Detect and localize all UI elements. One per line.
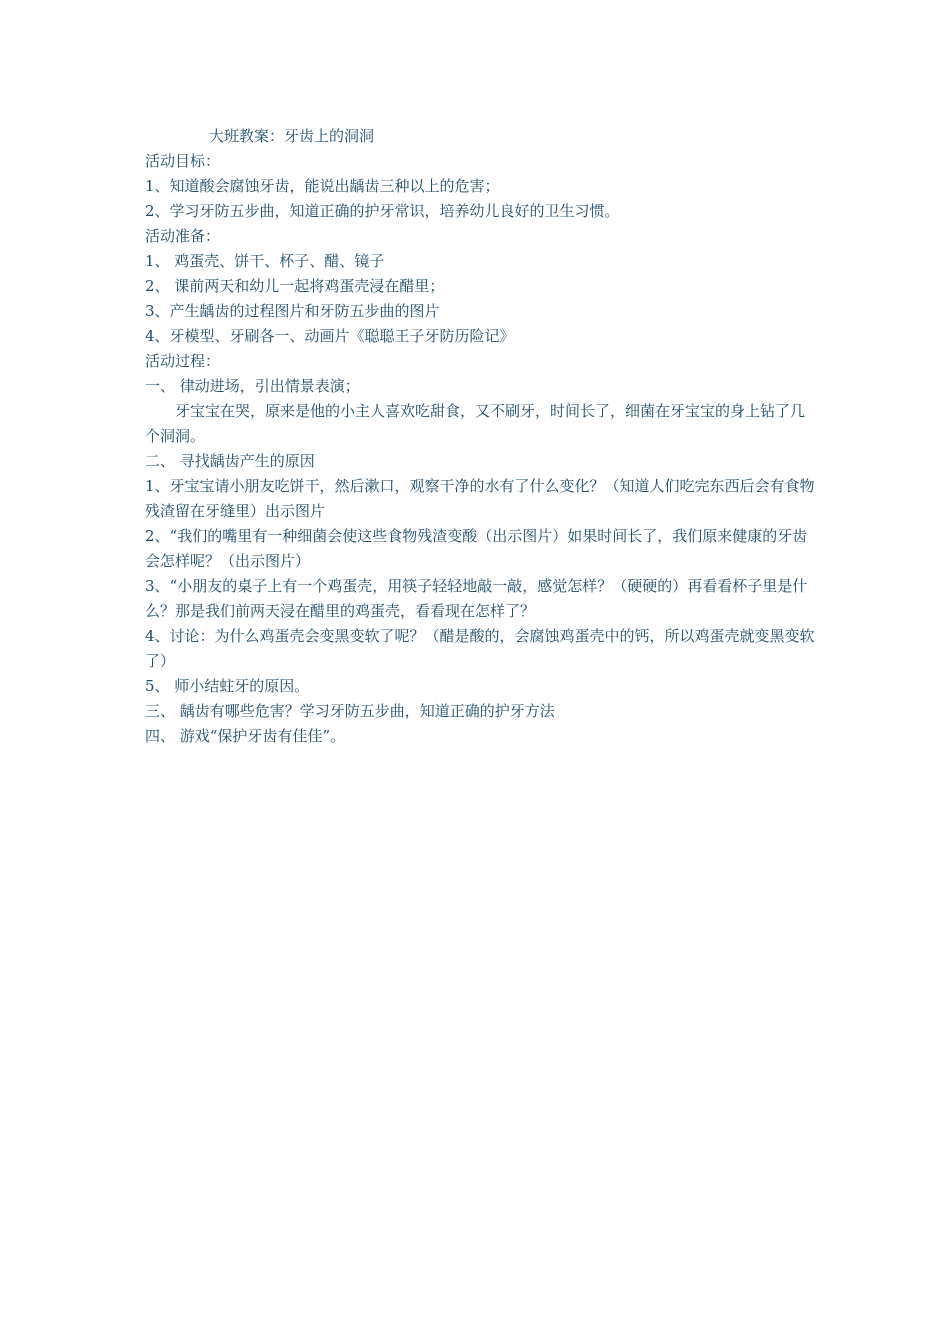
process-step-2-item: 1、牙宝宝请小朋友吃饼干，然后漱口，观察干净的水有了什么变化？（知道人们吃完东西后会有食物残渣留在牙缝里）出示图片 [145,477,815,520]
preparation-item: 3、产生龋齿的过程图片和牙防五步曲的图片 [145,302,440,320]
process-step-4: 四、 游戏“保护牙齿有佳佳”。 [145,727,346,745]
objective-item: 2、学习牙防五步曲，知道正确的护牙常识，培养幼儿良好的卫生习惯。 [145,202,620,220]
objectives-heading: 活动目标： [145,152,221,170]
preparation-heading: 活动准备： [145,227,221,245]
objective-item: 1、知道酸会腐蚀牙齿，能说出龋齿三种以上的危害； [145,177,500,195]
document-title: 大班教案：牙齿上的洞洞 [209,127,375,145]
process-step-2-item: 4、讨论：为什么鸡蛋壳会变黑变软了呢？（醋是酸的，会腐蚀鸡蛋壳中的钙，所以鸡蛋壳就变黑变软了） [145,627,815,670]
preparation-item: 4、牙模型、牙刷各一、动画片《聪聪王子牙防历险记》 [145,327,515,345]
process-step-2: 二、 寻找龋齿产生的原因 [145,452,315,470]
process-step-3: 三、 龋齿有哪些危害？学习牙防五步曲，知道正确的护牙方法 [145,702,555,720]
process-heading: 活动过程： [145,352,221,370]
process-step-2-item: 5、 师小结蛀牙的原因。 [145,677,310,695]
preparation-item: 2、 课前两天和幼儿一起将鸡蛋壳浸在醋里； [145,277,445,295]
process-step-1-story: 牙宝宝在哭，原来是他的小主人喜欢吃甜食，又不刷牙，时间长了，细菌在牙宝宝的身上钻了几个洞洞。 [145,402,806,445]
preparation-item: 1、 鸡蛋壳、饼干、杯子、醋、镜子 [145,252,385,270]
process-step-2-item: 2、“我们的嘴里有一种细菌会使这些食物残渣变酸（出示图片）如果时间长了，我们原来健康的牙齿会怎样呢？（出示图片） [145,527,808,570]
document-body [145,124,817,749]
process-step-2-item: 3、“小朋友的桌子上有一个鸡蛋壳，用筷子轻轻地敲一敲，感觉怎样？（硬硬的）再看看杯子里是什么？那是我们前两天浸在醋里的鸡蛋壳，看看现在怎样了？ [145,577,808,620]
process-step-1: 一、 律动进场，引出情景表演； [145,377,360,395]
